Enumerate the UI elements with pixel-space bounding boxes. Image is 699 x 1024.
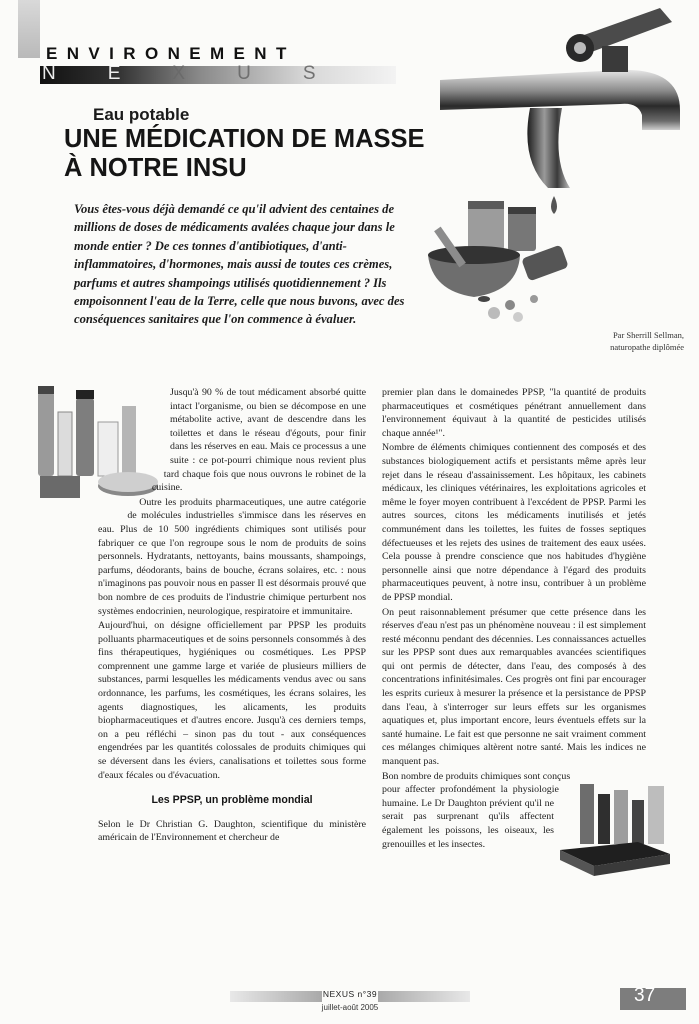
headline-line-2: À NOTRE INSU [64,152,247,182]
byline-author: Par Sherrill Sellman, [612,330,684,340]
byline-title: naturopathe diplômée [610,342,684,352]
band-letter: X [172,63,238,84]
band-letter: S [302,63,368,84]
footer-bar-left [230,991,322,1002]
paragraph: Selon le Dr Christian G. Daughton, scientifique du ministère américain de l'Environnement et chercheur de [98,818,366,844]
section-title: ENVIRONEMENT [46,44,296,63]
byline [544,329,684,353]
paragraph: premier plan dans le domainedes PPSP, "la quantité de produits pharmaceutiques et cosmétiques pénétrant annuellement dans l'environnement équivaut à la quantité de pesticides utilisés chaque année¹". [382,387,646,439]
lead-paragraph: Vous êtes-vous déjà demandé ce qu'il advient des centaines de millions de doses de médicaments avalées chaque jour dans le monde entier ? De ces tonnes d'antibiotiques, d'anti-inflammatoires, d'hormones, mais aussi de toutes ces crèmes, parfums et autres shampoings utilisés quotidiennement ? Ils empoisonnent l'eau de la Terre, celle que nous buvons, avec des conséquences sanitaires que l'on commence à évaluer. [74,202,405,327]
kicker: Eau potable [93,105,190,124]
paragraph: On peut raisonnablement présumer que cette présence dans les réserves d'eau n'est pas un phénomène nouveau : il est simplement resté méconnu pendant des décennies. Les connaissances actuelles sur les PPSP sont dues aux remarquables avancées scientifiques qui ont permis de détecter, dans l'eau, des composés à des concentrations infinitésimales. Ces progrès ont fini par encourager les esprits curieux à mesurer la présence et la persistance de PPSP dans l'eau, à s'interroger sur leurs effets sur les organismes aquatiques et, plus important encore, leurs éventuels effets sur la santé humaine. Le fait est que personne ne sait vraiment comment ces mélanges chimiques altèrent notre santé. Mais les indices ne manquent pas. [382,606,646,768]
band-letter: U [237,63,303,84]
paragraph: Bon nombre de produits chimiques sont conçus pour affecter profondément la physiologie humaine. Le Dr Daughton prévient qu'il ne serait pas surprenant qu'ils affectent également les poissons, les oiseaux, les grenouilles et les insectes. [382,770,571,850]
paragraph: Outre les produits pharmaceutiques, une autre catégorie de molécules industrielles s'immisce dans les réserves en eau. Plus de 10 500 ingrédients chimiques sont utilisés pour fabriquer ce que l'on regroupe sous le nom de produits de soins personnels. Hydratants, nettoyants, bains moussants, shampoings, parfums, déodorants, bains de bouche, écrans solaires, etc. : nous n'imaginons pas pouvoir nous en passer Il est désormais prouvé que bon nombre de ces produits de l'industrie chimique perturbent nos systèmes endocrinien, neurologique, respiratoire et immunitaire. [98,496,366,617]
paragraph: Nombre de éléments chimiques contiennent des composés et des substances biologiquement actifs et persistants même après leur rejet dans le réseau d'assainissement. Les hôpitaux, les cabinets médicaux, les cliniques vétérinaires, les exploitations agricoles et même le foyer moyen contribuent à l'excédent de PPSP. Parmi les autres sources, citons les médicaments inutilisés et jetés communément dans les toilettes, les fuites de fosses septiques défectueuses et les rejets des usines de traitement des eaux usées. Cela pousse à prendre conscience que nos habitudes d'hygiène personnelle ainsi que notre dépendance à l'égard des produits pharmaceutiques peuvent, à notre insu, contribuer à un problème de PPSP mondial. [382,442,646,603]
headline [64,124,456,182]
footer-date: juillet-août 2005 [321,1003,379,1012]
subheading: Les PPSP, un problème mondial [151,794,313,807]
paragraph: Aujourd'hui, on désigne officiellement par PPSP les produits polluants pharmaceutiques et de soins personnels consommés à des fins thérapeutiques, hygiéniques ou cosmétiques. Les PPSP comprennent une gamme large et variée de plusieurs milliers de substances, parmi lesquelles les médicaments vendus avec ou sans ordonnance, les parfums, les cosmétiques, les écrans solaires, les agents diagnostiques, les alicaments, les produits biopharmaceutiques et d'autres encore. Jusqu'à ces derniers temps, on a peu réfléchi – sinon pas du tout - aux conséquences engendrées par les quantités colossales de produits chimiques qui se déversent dans les éviers, canalisations et toilettes sous forme d'eaux fécales ou d'évacuation. [98,620,366,781]
pills-mortar-photo [426,195,576,330]
paragraph: Jusqu'à 90 % de tout médicament absorbé quitte intact l'organisme, ou bien se décompose en une métabolite active, avant de descendre dans les toilettes et dans le réseau d'égouts, pour finir dans les réserves en eau. Mais ce processus a une suite : ce pot-pourri chimique nous revient plus tard chaque fois que nous ouvrons le robinet de la cuisine. [151,387,366,494]
headline-line-1: UNE MÉDICATION DE MASSE [64,123,425,153]
corner-tab [18,0,40,58]
left-column [98,386,366,846]
band-letter: E [107,63,173,84]
nexus-band-letters [42,63,368,85]
page-number: 37 [634,985,656,1006]
right-column [382,386,646,880]
footer-magazine: NEXUS n°39 [322,989,378,999]
makeup-products-photo [558,780,674,880]
footer-bar-right [378,991,470,1002]
cosmetics-bottles-photo [32,382,164,510]
band-letter: N [42,63,108,84]
